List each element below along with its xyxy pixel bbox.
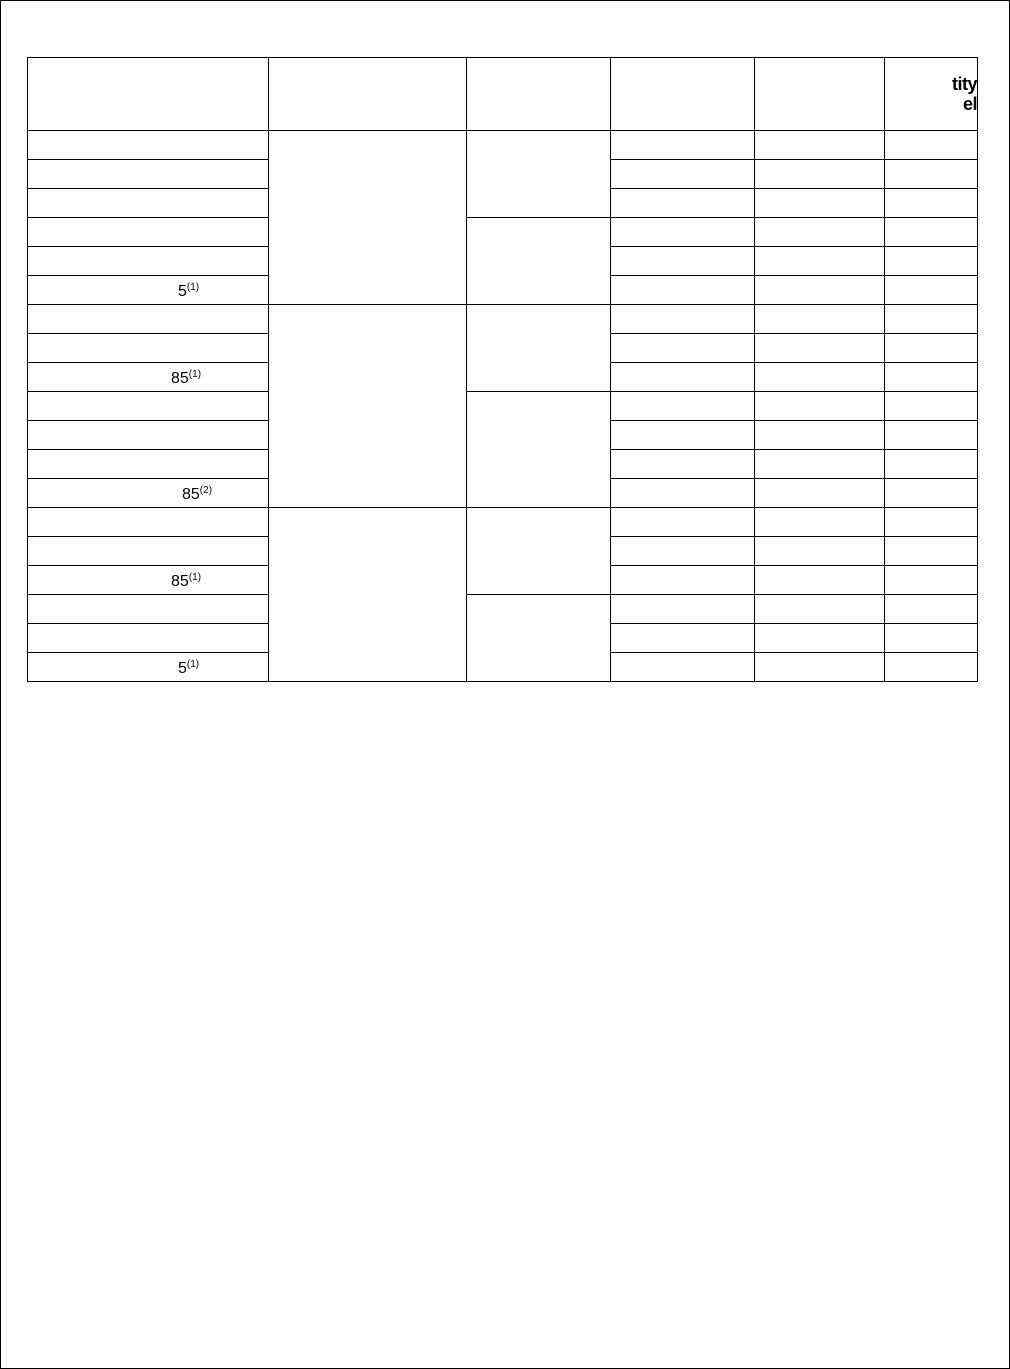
data-cell bbox=[755, 131, 885, 160]
row-label-cell bbox=[28, 595, 269, 624]
header-cell-3 bbox=[467, 58, 611, 131]
data-cell bbox=[755, 189, 885, 218]
data-cell bbox=[755, 537, 885, 566]
data-cell bbox=[755, 421, 885, 450]
row-value bbox=[171, 371, 201, 387]
row-label-cell bbox=[28, 160, 269, 189]
footnote-marker: (1) bbox=[188, 572, 202, 583]
row-label-cell bbox=[28, 305, 269, 334]
row-label-cell bbox=[28, 450, 269, 479]
data-cell bbox=[611, 653, 755, 682]
row-label-cell bbox=[28, 218, 269, 247]
data-cell bbox=[885, 392, 978, 421]
data-cell bbox=[755, 160, 885, 189]
data-cell bbox=[885, 653, 978, 682]
data-cell bbox=[611, 392, 755, 421]
data-cell bbox=[611, 508, 755, 537]
row-value-number: 85 bbox=[171, 573, 189, 590]
table-row bbox=[28, 131, 978, 160]
data-cell bbox=[755, 566, 885, 595]
header-label-line1: tity bbox=[952, 74, 977, 94]
data-cell bbox=[755, 392, 885, 421]
data-cell bbox=[755, 479, 885, 508]
row-label-cell bbox=[28, 189, 269, 218]
footnote-marker: (1) bbox=[186, 282, 200, 293]
table-row bbox=[28, 218, 978, 247]
data-cell bbox=[755, 334, 885, 363]
row-value bbox=[178, 661, 199, 677]
data-cell bbox=[611, 595, 755, 624]
row-label-cell bbox=[28, 537, 269, 566]
row-value-number: 85 bbox=[182, 486, 200, 503]
data-cell bbox=[611, 189, 755, 218]
row-value-number: 5 bbox=[178, 283, 187, 300]
row-label-cell bbox=[28, 624, 269, 653]
row-label-cell bbox=[28, 131, 269, 160]
data-cell bbox=[611, 537, 755, 566]
data-cell bbox=[885, 537, 978, 566]
row-label-cell bbox=[28, 276, 269, 305]
subgroup-cell bbox=[467, 392, 611, 508]
row-label-cell bbox=[28, 508, 269, 537]
row-label-cell bbox=[28, 479, 269, 508]
subgroup-cell bbox=[467, 508, 611, 595]
data-cell bbox=[611, 305, 755, 334]
data-cell bbox=[611, 566, 755, 595]
header-cell-1 bbox=[28, 58, 269, 131]
footnote-marker: (1) bbox=[188, 369, 202, 380]
data-cell bbox=[885, 276, 978, 305]
data-cell bbox=[611, 479, 755, 508]
table-row bbox=[28, 595, 978, 624]
data-cell bbox=[611, 276, 755, 305]
header-cell-6 bbox=[885, 58, 978, 131]
subgroup-cell bbox=[467, 218, 611, 305]
data-cell bbox=[755, 653, 885, 682]
header-cell-4 bbox=[611, 58, 755, 131]
data-cell bbox=[611, 131, 755, 160]
data-cell bbox=[755, 508, 885, 537]
data-cell bbox=[755, 450, 885, 479]
data-cell bbox=[885, 566, 978, 595]
data-cell bbox=[755, 595, 885, 624]
data-cell bbox=[885, 363, 978, 392]
data-cell bbox=[755, 624, 885, 653]
data-cell bbox=[755, 305, 885, 334]
table-row bbox=[28, 508, 978, 537]
row-value bbox=[178, 284, 199, 300]
data-cell bbox=[885, 160, 978, 189]
group-cell bbox=[269, 508, 467, 682]
group-cell bbox=[269, 131, 467, 305]
data-cell bbox=[885, 508, 978, 537]
row-value bbox=[182, 487, 212, 503]
row-label-cell bbox=[28, 363, 269, 392]
header-label-line2: el bbox=[962, 94, 977, 114]
data-cell bbox=[755, 276, 885, 305]
data-table bbox=[27, 57, 978, 682]
row-label-cell bbox=[28, 421, 269, 450]
data-cell bbox=[885, 421, 978, 450]
row-value bbox=[171, 574, 201, 590]
header-cell-5 bbox=[755, 58, 885, 131]
row-value-number: 5 bbox=[178, 660, 187, 677]
row-label-cell bbox=[28, 653, 269, 682]
table-row bbox=[28, 392, 978, 421]
data-cell bbox=[611, 450, 755, 479]
data-cell bbox=[611, 247, 755, 276]
group-cell bbox=[269, 305, 467, 508]
subgroup-cell bbox=[467, 595, 611, 682]
data-cell bbox=[755, 218, 885, 247]
data-cell bbox=[755, 247, 885, 276]
header-row bbox=[28, 58, 978, 131]
footnote-marker: (2) bbox=[199, 485, 213, 496]
data-cell bbox=[611, 218, 755, 247]
subgroup-cell bbox=[467, 131, 611, 218]
row-label-cell bbox=[28, 566, 269, 595]
subgroup-cell bbox=[467, 305, 611, 392]
row-label-cell bbox=[28, 334, 269, 363]
data-cell bbox=[885, 218, 978, 247]
footnote-marker: (1) bbox=[186, 659, 200, 670]
table-row bbox=[28, 305, 978, 334]
data-cell bbox=[611, 160, 755, 189]
data-cell bbox=[611, 624, 755, 653]
row-label-cell bbox=[28, 247, 269, 276]
data-cell bbox=[611, 363, 755, 392]
data-cell bbox=[885, 479, 978, 508]
row-label-cell bbox=[28, 392, 269, 421]
data-cell bbox=[611, 334, 755, 363]
data-cell bbox=[885, 189, 978, 218]
data-cell bbox=[885, 624, 978, 653]
data-cell bbox=[885, 450, 978, 479]
data-cell bbox=[885, 131, 978, 160]
data-cell bbox=[885, 595, 978, 624]
data-cell bbox=[611, 421, 755, 450]
data-cell bbox=[885, 247, 978, 276]
header-cell-2 bbox=[269, 58, 467, 131]
row-value-number: 85 bbox=[171, 370, 189, 387]
data-cell bbox=[755, 363, 885, 392]
data-cell bbox=[885, 305, 978, 334]
data-cell bbox=[885, 334, 978, 363]
